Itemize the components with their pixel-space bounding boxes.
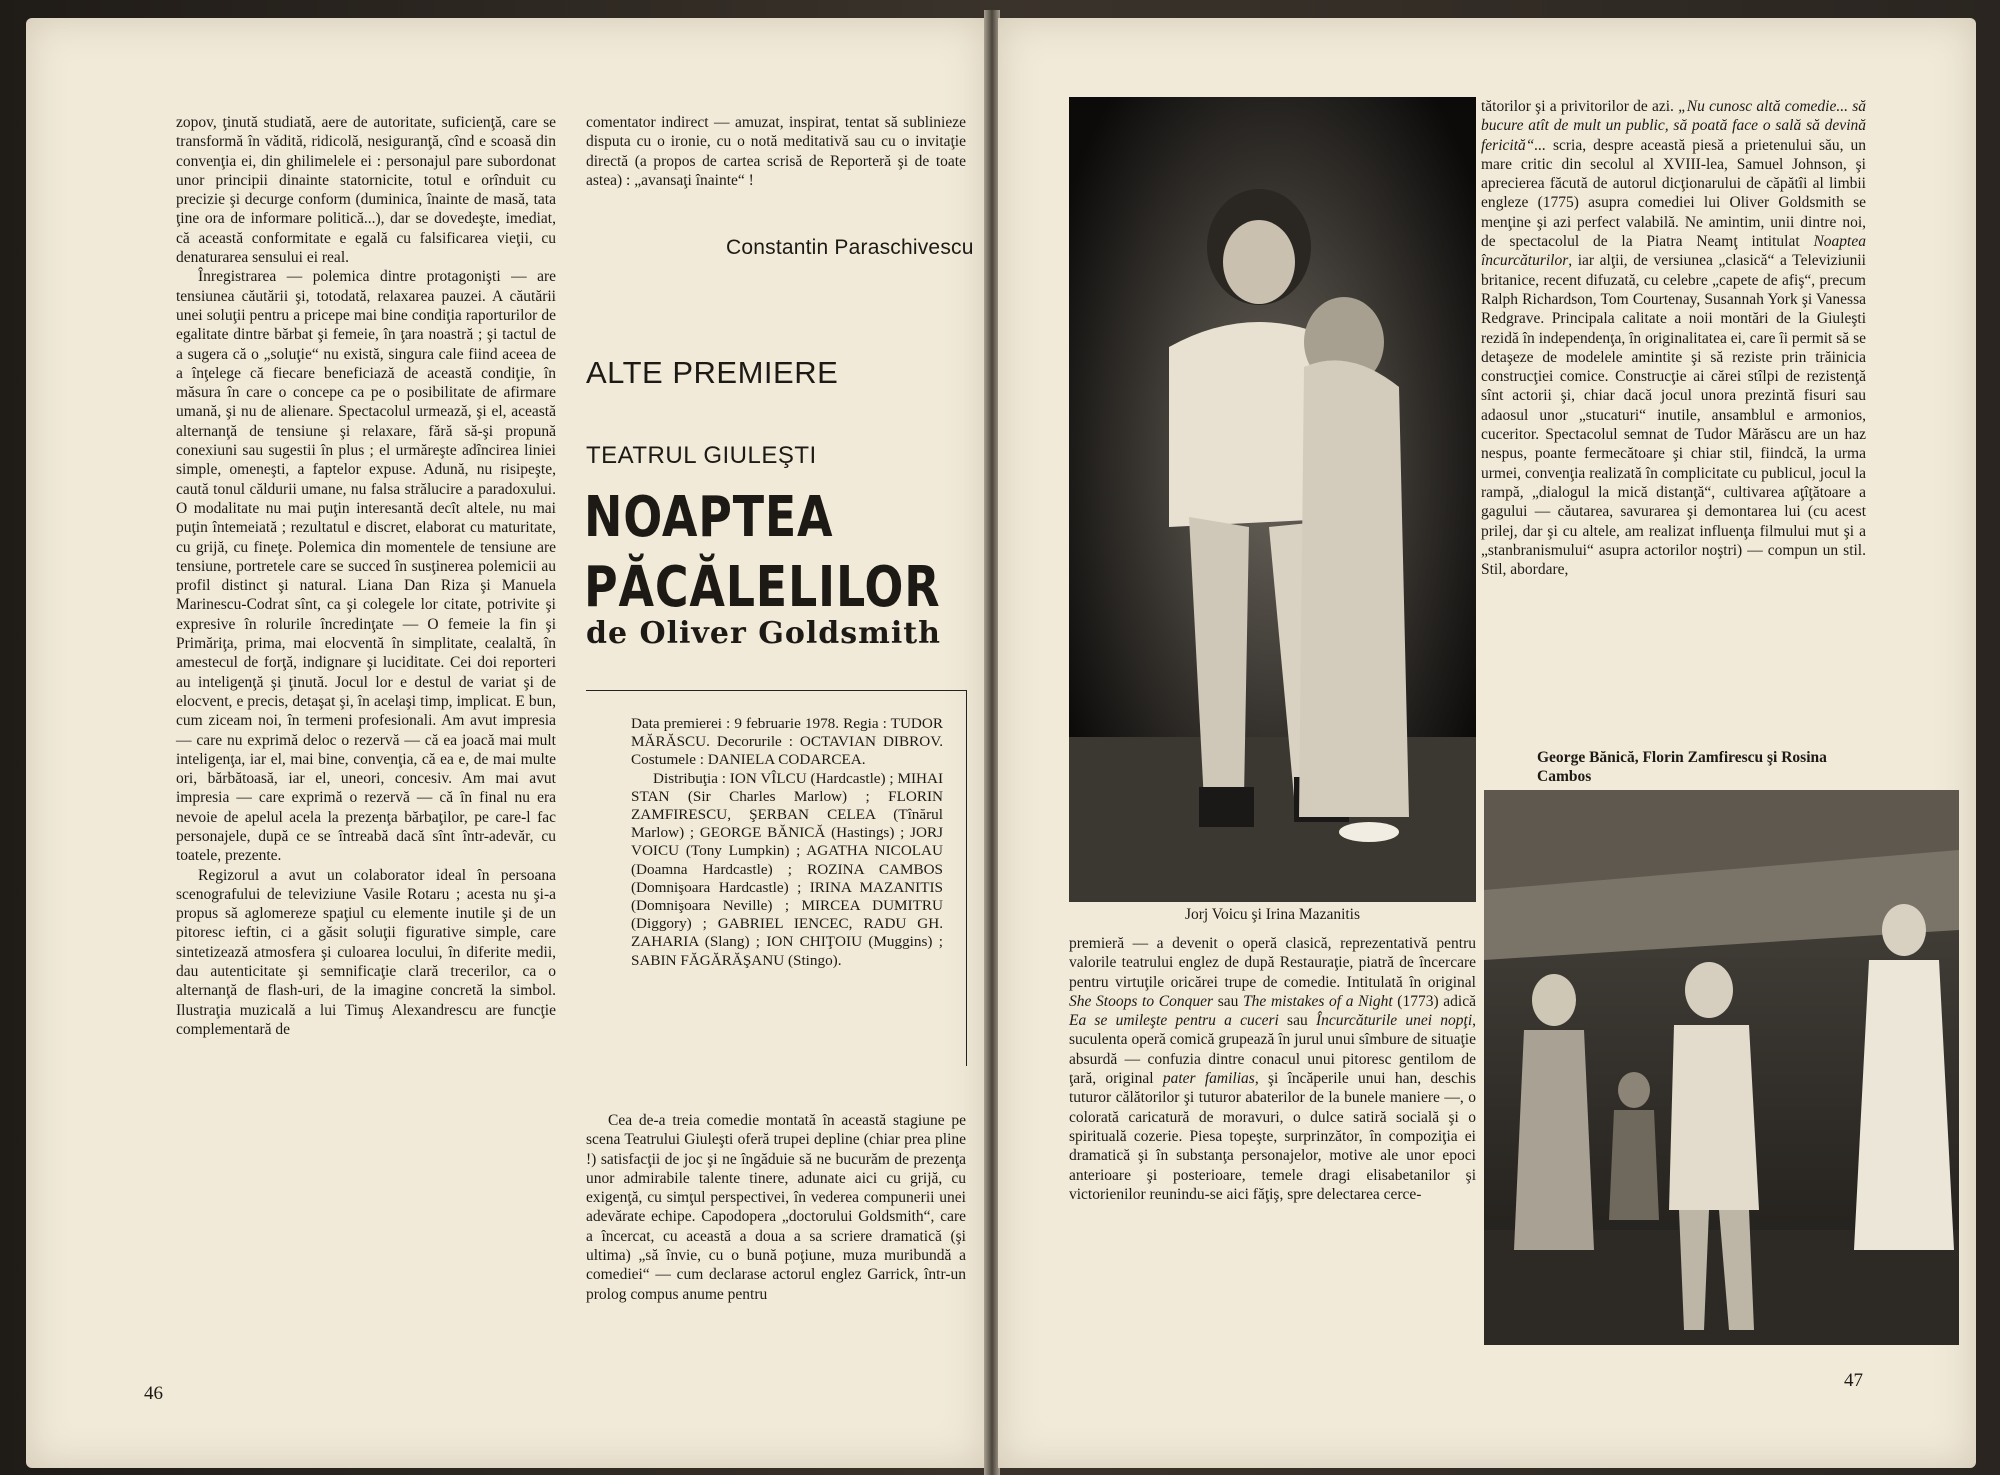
left-column-1 [176,113,556,1039]
article-signature: Constantin Paraschivescu [726,236,974,259]
italic-text-run: pater familias [1162,1070,1255,1088]
column-1-paragraph: Înregistrarea — polemica dintre protagonişti — are tensiunea căutării şi, totodată, relaxarea pauzei. A căutării unei soluţii pentru a pricepe mai bine condiţia raporturilor de egalitate dintre bărbat şi femeie, în ţara noastră ; şi tactul de a sugera că o „soluţie“ nu există, singura cale fiind aceea de a înţelege că fiecare beneficiază de această condiţie, în măsura în care o concepe ca pe o posibilitate de afirmare umană, şi nu de alienare. Spectacolul urmează, şi el, această alternanţă de tensiune şi relaxare, fără să-şi propună conexiuni sau sugestii în plus ; el urmăreşte adîncirea liniei simple, omeneşti, a faptelor expuse. Adună, nu risipeşte, caută tonul căldurii umane, nu falsa strălucire a paradoxului. O modalitate nu mai puţin interesantă decît altele, nu mai puţin întemeiată ; rezultatul e discret, elaborat cu maturitate, cu grijă, cu fineţe. Polemica din momentele de tensiune are tensiune, portretele care se succed în susţinerea polemicii au profil distinct şi natural. Liana Dan Riza şi Manuela Marinescu-Codrat sînt, ca şi colegele lor citate, potrivite şi expresive în rolurile încredinţate — O femeie la fin şi Primăriţa, prima, mai elocventă în simplitate, cealaltă, în amestecul de forţă, indignare şi luciditate. Cei doi reporteri au inteligenţă şi ţinută. Jocul lor e destul de variat şi de elocvent, e precis, detaşat şi, în acelaşi timp, implicat. E bun, cum ziceam noi, în termeni profesionali. Am avut impresia — care nu exprimă deloc o rezervă — că ea joacă mai mult inteligenţa, iar el, mai bine, convenţia, că ea e, de mai multe ori, bărbătoasă, iar el, uneori, concesiv. Am mai avut impresia — care exprimă o rezervă — că în final nu era nevoie de apelul acela la prezenţa bărbaţilor, pe care-l fac personajele, după ce se întreabă dacă sînt într-adevăr, cu toatele, prezente. [176,268,556,865]
credits-dates: Data premierei : 9 februarie 1978. Regia : TUDOR MĂRĂSCU. Decorurile : OCTAVIAN DIBROV. Costumele : DANIELA CODARCEA. [631,715,943,769]
theatre-name: TEATRUL GIULEŞTI [586,442,817,469]
left-column-2-top [586,113,966,190]
italic-text-run: „Nu cunosc altă comedie... să bucure atît de mult un public, să poată face o sală să devină fericită“... [1481,98,1866,154]
right-column-2 [1481,97,1866,579]
play-title-line-1: NOAPTEA [584,485,834,550]
right-page [998,18,1976,1468]
italic-text-run: Noaptea încurcăturilor [1481,233,1866,270]
text-run: tătorilor şi a privitorilor de azi. [1481,98,1679,115]
review-opening: Cea de-a treia comedie montată în această stagiune pe scena Teatrului Giuleşti oferă trupei depline (chiar prea pline !) satisfacţii de joc şi ne îngăduie să ne bucurăm de prezenţa unor admirabile talente tinere, adunate aici cu grijă, cu exigenţă, cu simţul perspectivei, în vederea compunerii unei adevărate echipe. Capodopera „doctorului Goldsmith“, care a încercat, cu această a doua a sa scriere dramatică (şi ultima) „să învie, cu o bună poţiune, muza muribundă a comediei“ — cum declarase actorul englez Garrick, într-un prolog compus anume pentru [586,1112,966,1303]
left-page [26,18,986,1468]
page-number-right: 47 [1844,1370,1863,1391]
text-run: scria, despre această piesă a prietenului său, un mare critic din secolul al XVIII-lea, Samuel Johnson, şi aprecierea făcută de autorul dicţionarului de căpătîi al limbii engleze (1775) asupra comediei lui Oliver Goldsmith se menţine şi azi perfect valabilă. Ne amintim, unii dintre noi, de spectacolul de la Piatra Neamţ intitulat [1481,136,1866,251]
italic-text-run: She Stoops to Conquer [1069,992,1214,1010]
play-title [584,483,940,623]
stage-photo-1 [1069,97,1476,902]
text-run: , suculenta operă comică grupează în jurul unui sîmbure de situaţie absurdă — confuzia dintre conacul unui pitoresc gentilom de ţară, original [1069,1012,1477,1088]
text-run: , iar alţii, de versiunea „clasică“ a Televiziunii britanice, recent difuzată, cu celebre „capete de afiş“, precum Ralph Richardson, Tom Courtenay, Susannah York şi Vanessa Redgrave. Principala calitate a noii montări de la Giuleşti rezidă în independenţa, în originalitatea ei, care îi permit să se detaşeze de modelele amintite şi să reziste prin trăinicia construcţiei comice. Construcţie ai cărei stîlpi de rezistenţă sînt actorii şi, chiar dacă jocul unora prezintă fisuri sau adaosul unor „stucaturi“ inutile, ansamblul e armonios, cuceritor. Spectacolul semnat de Tudor Mărăscu are un haz nespus, poante fermecătoare şi chiar stil, fiindcă, la urma urmei, convenţia realizată în complicitate cu publicul, jocul la rampă, „dialogul la mică distanţă“, cultivarea aţîţătoare a gagului — căutarea, savurarea şi demontarea lui (cu acest prilej, dar şi cu altele, am realizat influenţa filmului mut şi a „stanbranismului“ asupra actorilor noştri) — compun un stil. Stil, abordare, [1481,252,1866,579]
text-run: , şi încăperile unui han, deschis tuturor călătorilor şi tuturor abaterilor de la bunele maniere —, o colorată caricatură de moravuri, o dulce satiră socială şi o spirituală cozerie. Piesa topeşte, surprinzător, în compoziţia ei dramatică şi în substanţa personajelor, motive ale unor epoci anterioare şi posterioare, temele dragi elisabetanilor şi victorienilor reunindu-se aici făţiş, spre delectarea cerce- [1069,1070,1476,1203]
italic-text-run: Ea se umileşte pentru a cuceri [1069,1012,1279,1030]
right-column-1-bottom [1069,934,1476,1204]
italic-text-run: The mistakes of a Night [1243,992,1393,1010]
credits-cast: Distribuţia : ION VÎLCU (Hardcastle) ; MIHAI STAN (Sir Charles Marlow) ; FLORIN ZAMFIRESCU, ŞERBAN CELEA (Tînărul Marlow) ; GEORGE BĂNICĂ (Hastings) ; JORJ VOICU (Tony Lumpkin) ; AGATHA NICOLAU (Doamna Hardcastle) ; ROZINA CAMBOS (Domnişoara Hardcastle) ; IRINA MAZANITIS (Domnişoara Neville) ; MIRCEA DUMITRU (Diggory) ; GABRIEL IENCEC, RADU GH. ZAHARIA (Slang) ; ION CHIŢOIU (Muggins) ; SABIN FĂGĂRĂŞANU (Stingo). [631,769,943,969]
photo-1-caption: Jorj Voicu şi Irina Mazanitis [1184,906,1361,923]
credits-box [631,715,943,970]
article-continuation: comentator indirect — amuzat, inspirat, tentat să sublinieze disputa cu o ironie, cu o notă meditativă sau cu o invitaţie directă (a propos de cartea scrisă de Reporteră şi de toate astea) : „avansaţi înainte“ ! [586,114,966,189]
page-number-left: 46 [144,1383,163,1404]
review-text [1481,97,1866,579]
italic-text-run: Încurcăturile unei nopţi [1315,1012,1473,1030]
review-continuation [1069,934,1476,1204]
text-run: sau [1278,1012,1316,1030]
play-author: de Oliver Goldsmith [586,616,941,651]
text-run: (1773) adică [1392,992,1477,1010]
stage-photo-1-image [1069,97,1476,902]
stage-photo-2 [1484,790,1959,1345]
left-column-2-bottom [586,1111,966,1304]
text-run: premieră — a devenit o operă clasică, reprezentativă pentru valorile teatrului englez de după Restauraţie, piatră de încercare pentru virtuţile oricărei trupe de comedie. Intitulată în original [1069,935,1476,991]
column-1-paragraph: zopov, ţinută studiată, aere de autoritate, suficienţă, care se transformă în vădită, ridicolă, nesiguranţă, cînd e scoasă din convenţia ei, din ghilimelele ei : personajul pare subordonat unor principii dinainte statornicite, totul e orînduit cu precizie şi decurge conform (duminica, înainte de masă, tata ţine ora de informare politică...), dar se dovedeşte, imediat, că această conformitate e egală cu falsificarea vieţii, cu denaturarea sensului ei real. [176,114,556,267]
play-title-line-2: PĂCĂLELILOR [584,555,941,620]
text-run: sau [1213,992,1244,1010]
stage-photo-2-image [1484,790,1959,1345]
section-heading: ALTE PREMIERE [586,355,839,390]
photo-2-caption: George Bănică, Florin Zamfirescu şi Rosina Cambos [1537,749,1827,785]
column-1-paragraph: Regizorul a avut un colaborator ideal în persoana scenografului de televiziune Vasile Rotaru ; acesta nu şi-a propus să aglomereze spaţiul cu elemente inutile şi de un pitoresc ieftin, ci a găsit soluţii figurative simple, care sintetizează atmosfera şi culoarea locului, în diferite medii, dau autenticitate şi semnificaţie clară trecerilor, ca o alternanţă de flash-uri, de la imagine concretă la simbol. Ilustraţia muzicală a lui Timuş Alexandrescu are funcţie complementară de [176,866,556,1038]
